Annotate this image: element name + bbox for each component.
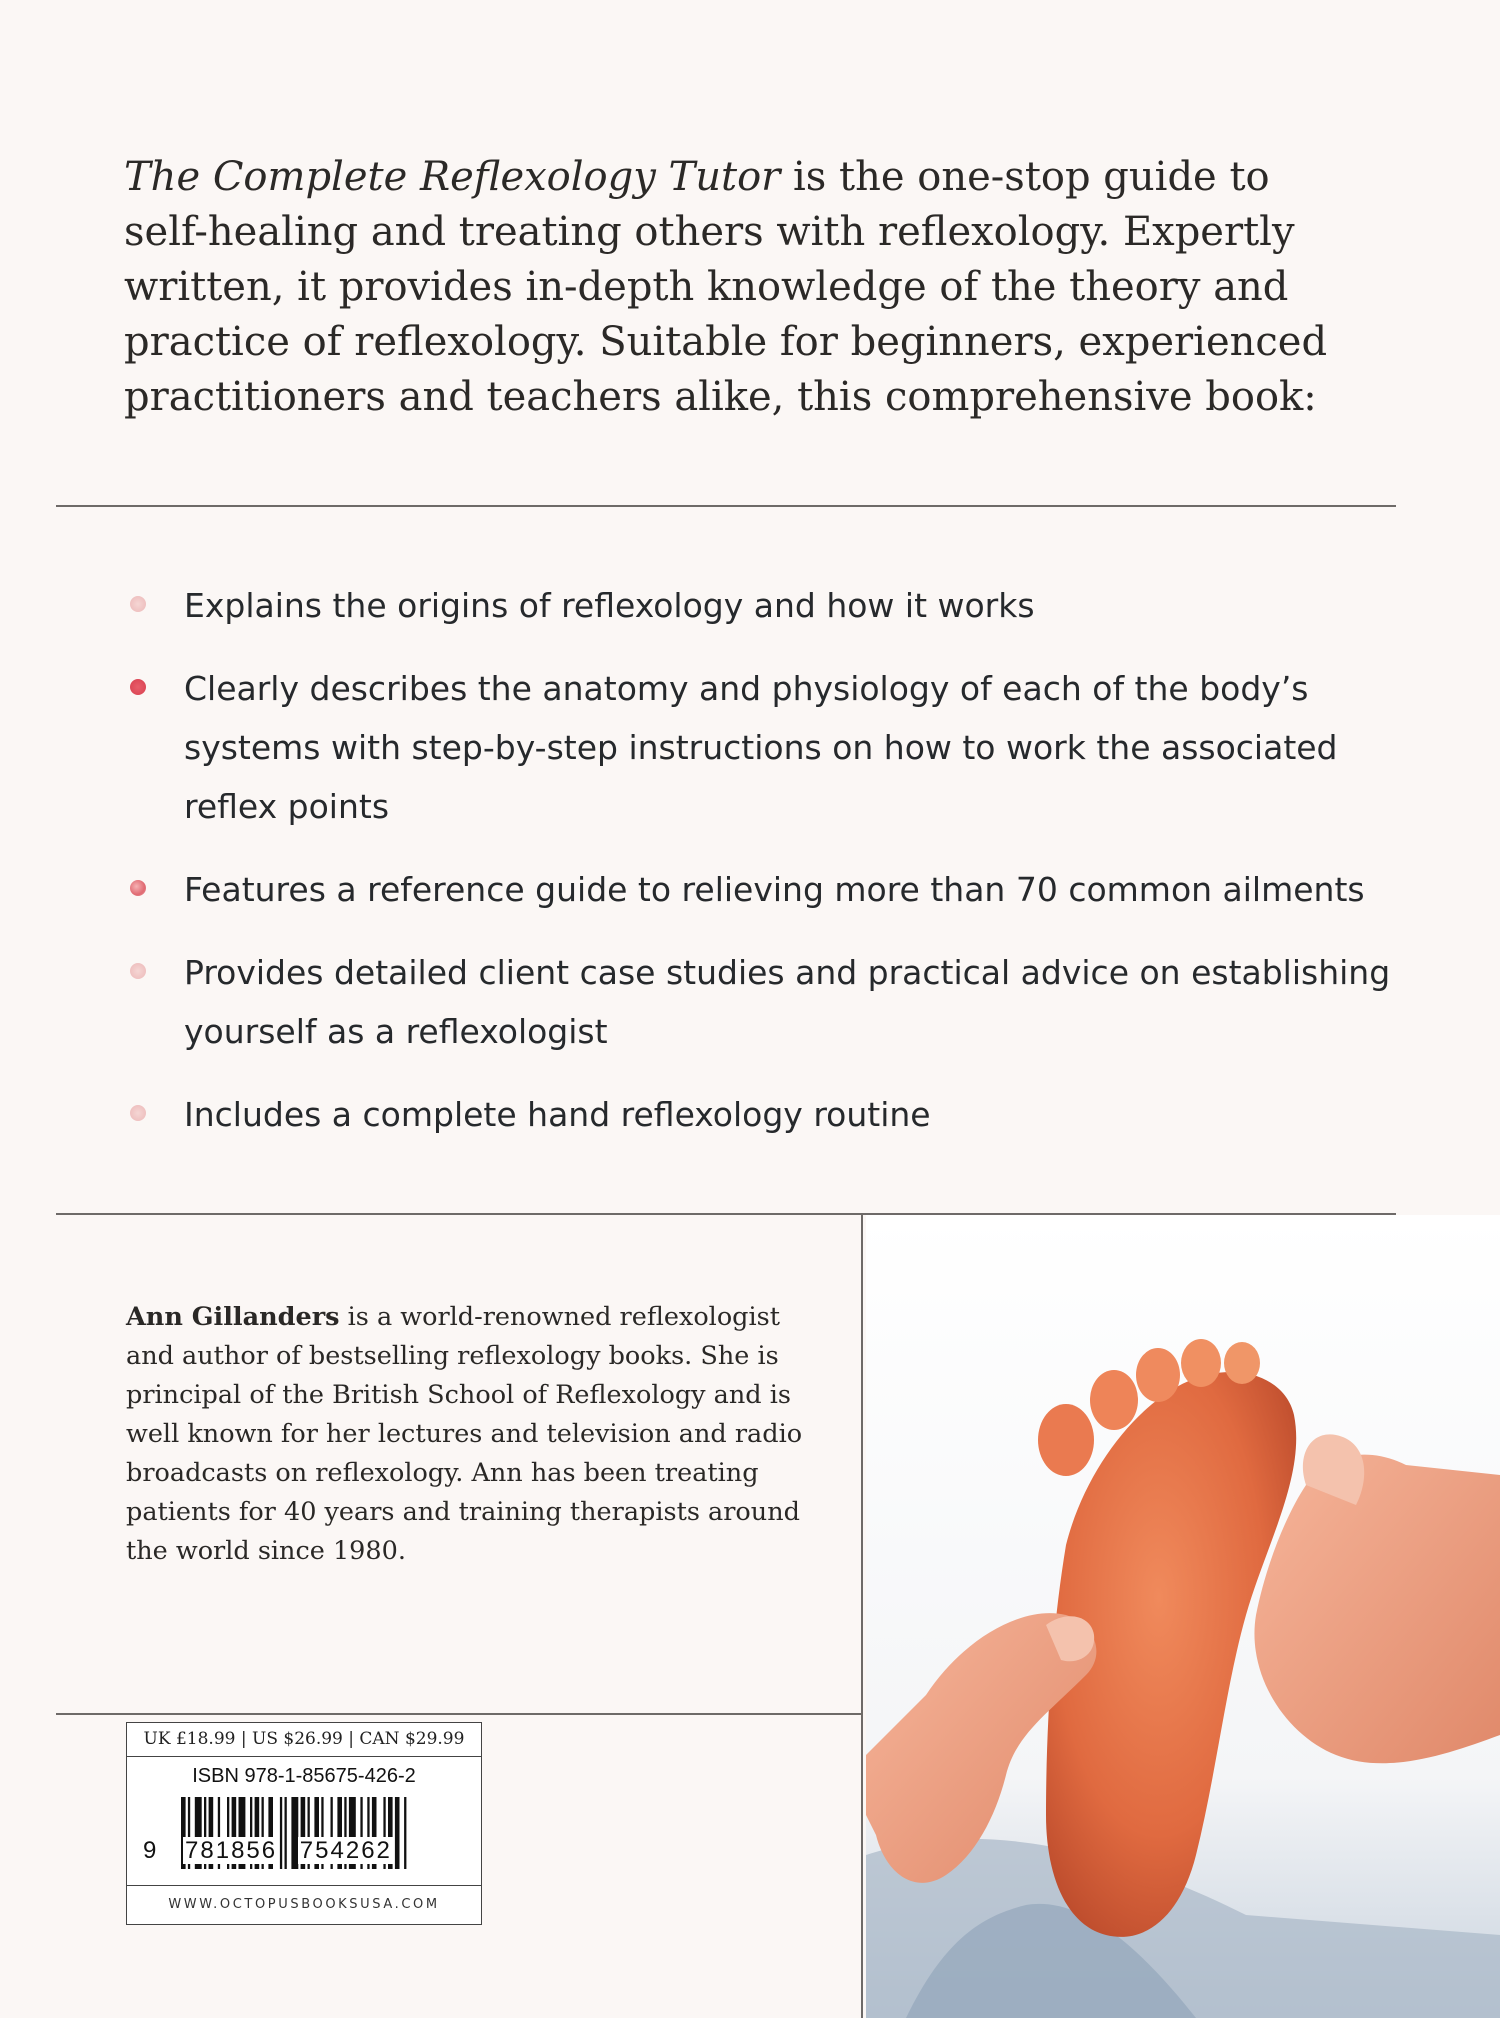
isbn-label: ISBN 978-1-85675-426-2 [192, 1765, 416, 1787]
barcode-digit-lead: 9 [143, 1837, 159, 1864]
bullet-dot-icon [130, 679, 146, 695]
barcode [141, 1797, 467, 1869]
list-item [130, 860, 1430, 919]
author-bio-text: is a world-renowned reflexologist and author of bestselling reflexology books. She is principal of the British School of Reflexology and is well known for her lectures and television and radio broadcasts on reflexology. Ann has been treating patients for 40 years and training therapists around the world since 1980. [126, 1302, 803, 1566]
list-item [130, 659, 1430, 836]
author-name: Ann Gillanders [126, 1302, 340, 1332]
divider-vertical [861, 1213, 863, 2018]
barcode-digits-right: 754262 [299, 1837, 392, 1864]
book-title: The Complete Reflexology Tutor [124, 154, 781, 200]
list-item [130, 1085, 1430, 1144]
list-item-text: Provides detailed client case studies and practical advice on establishing yourself as a reflexologist [184, 953, 1391, 1051]
list-item [130, 943, 1430, 1061]
publisher-url: WWW.OCTOPUSBOOKSUSA.COM [127, 1885, 481, 1924]
list-item-text: Explains the origins of reflexology and how it works [184, 586, 1035, 625]
bullet-dot-icon [130, 963, 146, 979]
divider-price [56, 1713, 861, 1715]
barcode-digits [141, 1837, 471, 1865]
bullet-dot-icon [130, 880, 146, 896]
intro-text: is the one-stop guide to self-healing and treating others with reflexology. Expertly written, it provides in-depth knowledge of the theory and practice of reflexology. Suitable for beginners, experienced practitioners and teachers alike, this comprehensive book: [124, 154, 1328, 420]
barcode-digits-left: 781856 [185, 1837, 278, 1864]
feature-list [130, 576, 1430, 1168]
divider-top [56, 505, 1396, 507]
bullet-dot-icon [130, 1105, 146, 1121]
bullet-dot-icon [130, 596, 146, 612]
price-list: UK £18.99 | US $26.99 | CAN $29.99 [127, 1723, 481, 1757]
intro-paragraph [124, 150, 1354, 425]
list-item-text: Includes a complete hand reflexology routine [184, 1095, 931, 1134]
author-bio [126, 1298, 826, 1571]
list-item-text: Clearly describes the anatomy and physiology of each of the body’s systems with step-by-step instructions on how to work the associated reflex points [184, 669, 1338, 826]
list-item-text: Features a reference guide to relieving more than 70 common ailments [184, 870, 1365, 909]
price-barcode-box [126, 1722, 482, 1925]
list-item [130, 576, 1430, 635]
foot-massage-photo [866, 1215, 1500, 2018]
